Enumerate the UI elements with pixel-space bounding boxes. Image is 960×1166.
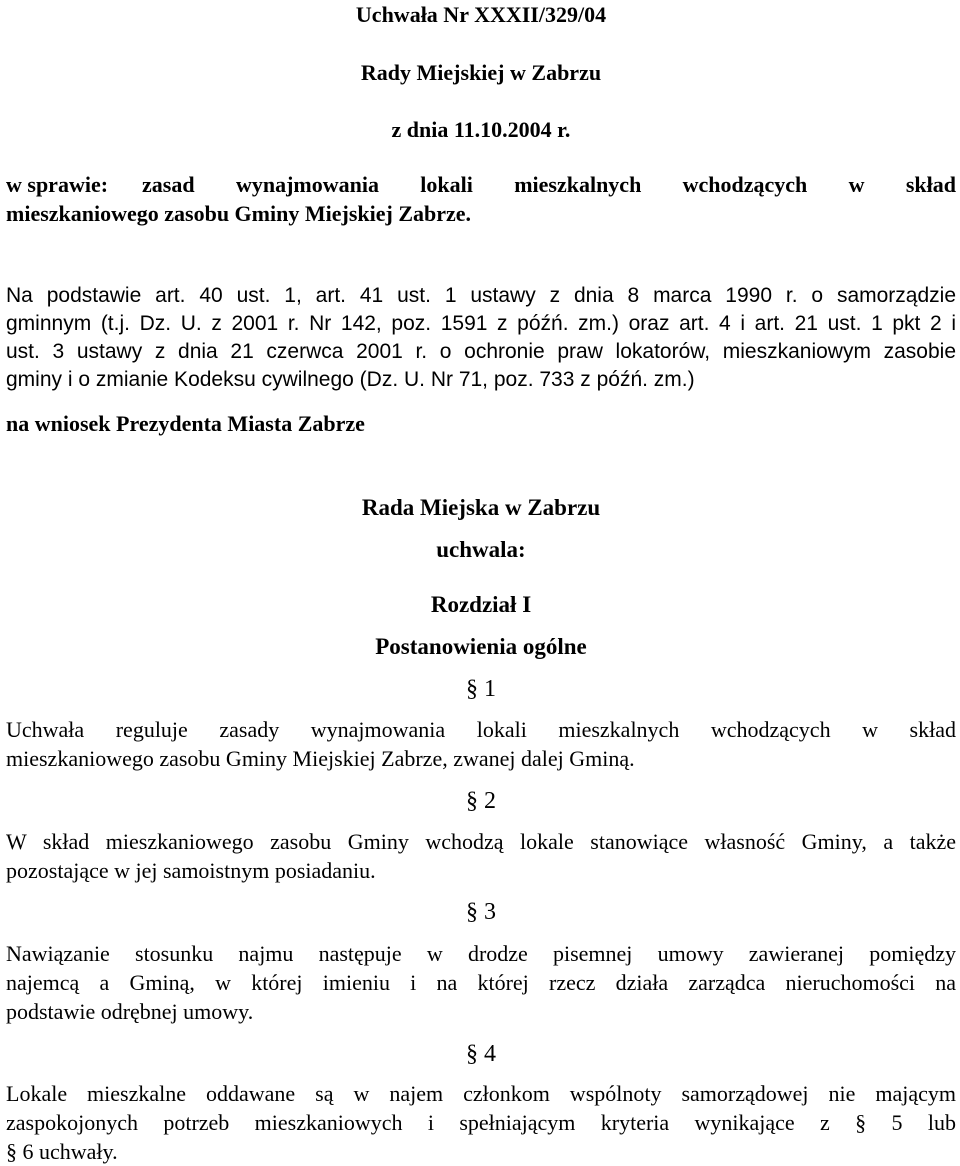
paragraph-3-line-2: najemcą a Gminą, w której imieniu i na której rzecz działa zarządca nieruchomości na [6, 970, 956, 995]
paragraph-2-sign: § 2 [466, 788, 496, 814]
paragraph-4-sign: § 4 [466, 1041, 496, 1067]
legal-basis-line-1: Na podstawie art. 40 ust. 1, art. 41 ust. 1 ustawy z dnia 8 marca 1990 r. o samorządzie [6, 284, 956, 307]
paragraph-3-text [6, 939, 956, 1026]
resolution-title: Uchwała Nr XXXII/329/04 [355, 2, 607, 27]
paragraph-1-line-2: mieszkaniowego zasobu Gminy Miejskiej Zabrze, zwanej dalej Gminą. [6, 746, 635, 771]
council-name: Rady Miejskiej w Zabrzu [360, 60, 602, 85]
paragraph-3-sign: § 3 [466, 899, 496, 925]
legal-basis [6, 282, 956, 394]
resolution-date: z dnia 11.10.2004 r. [391, 117, 571, 142]
paragraph-2-text [6, 827, 956, 885]
subject-label: w sprawie: [6, 172, 109, 197]
paragraph-1-line-1: Uchwała reguluje zasady wynajmowania lokali mieszkalnych wchodzących w skład [6, 717, 956, 742]
paragraph-3-line-1: Nawiązanie stosunku najmu następuje w drodze pisemnej umowy zawieranej pomiędzy [6, 941, 956, 966]
subject-text-2: mieszkaniowego zasobu Gminy Miejskiej Zabrze. [6, 201, 472, 226]
paragraph-4-line-3: § 6 uchwały. [6, 1139, 118, 1164]
subject-block [6, 170, 956, 228]
paragraph-2-line-1: W skład mieszkaniowego zasobu Gminy wchodzą lokale stanowiące własność Gminy, a także [6, 829, 956, 854]
resolves-verb: uchwala: [436, 537, 526, 562]
paragraph-1-sign: § 1 [466, 676, 496, 702]
paragraph-1-text [6, 715, 956, 773]
legal-basis-line-4: gminy i o zmianie Kodeksu cywilnego (Dz. U. Nr 71, poz. 733 z późń. zm.) [6, 368, 695, 391]
paragraph-4-text [6, 1079, 956, 1166]
paragraph-4-line-2: zaspokojonych potrzeb mieszkaniowych i spełniającym kryteria wynikające z § 5 lub [6, 1110, 956, 1135]
legal-basis-line-2: gminnym (t.j. Dz. U. z 2001 r. Nr 142, poz. 1591 z późń. zm.) oraz art. 4 i art. 21 ust. 1 pkt 2 i [6, 312, 956, 335]
paragraph-2-line-2: pozostające w jej samoistnym posiadaniu. [6, 858, 376, 883]
subject-text-1: zasad wynajmowania lokali mieszkalnych wchodzących w skład [142, 172, 956, 197]
resolving-body: Rada Miejska w Zabrzu [361, 495, 601, 520]
paragraph-3-line-3: podstawie odrębnej umowy. [6, 999, 254, 1024]
legal-basis-line-3: ust. 3 ustawy z dnia 21 czerwca 2001 r. o ochronie praw lokatorów, mieszkaniowym zasobie [6, 340, 956, 363]
chapter-title: Postanowienia ogólne [375, 634, 587, 659]
chapter-number: Rozdział I [430, 592, 532, 617]
subject-line-1 [6, 170, 956, 199]
motion-line: na wniosek Prezydenta Miasta Zabrze [6, 411, 365, 436]
paragraph-4-line-1: Lokale mieszkalne oddawane są w najem członkom wspólnoty samorządowej nie mającym [6, 1081, 956, 1106]
